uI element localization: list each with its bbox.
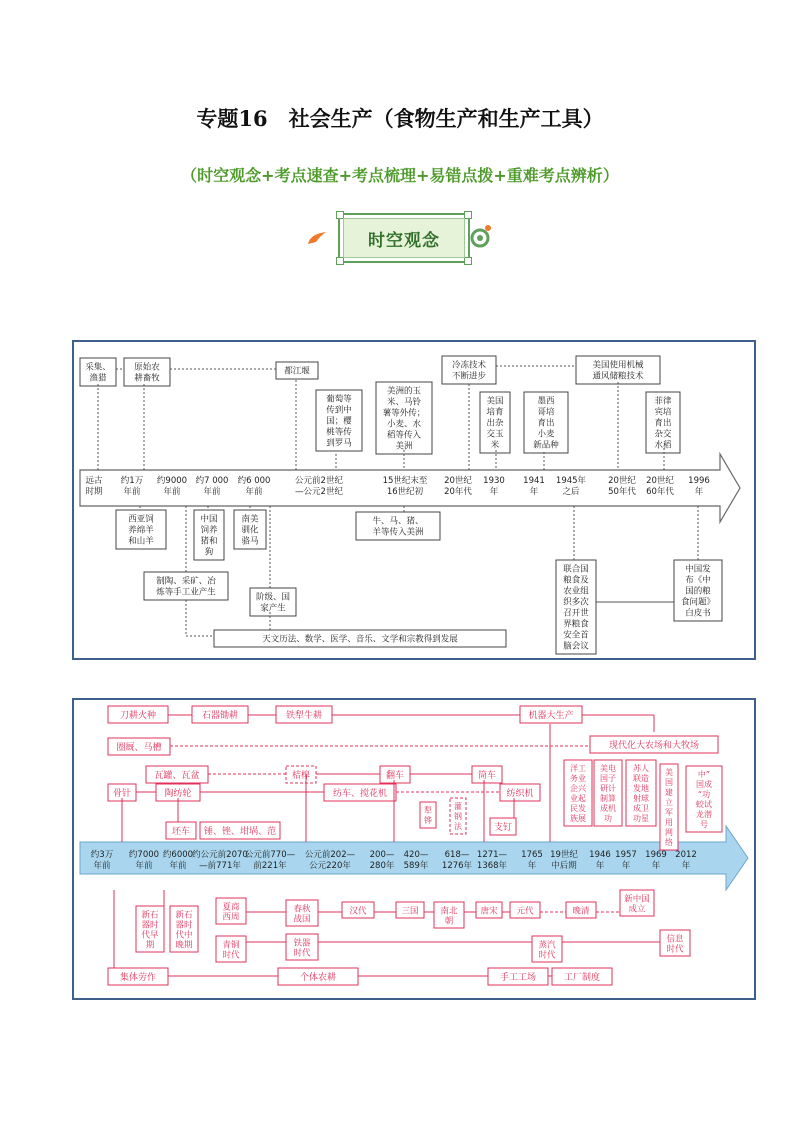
top-event-box-label: 都江堰 [284, 366, 310, 377]
timeline-tick-label: 约3万年前 [90, 850, 114, 871]
banner-corner [464, 257, 472, 265]
banner-corner [336, 257, 344, 265]
top-event-box-label: 美国使用机械通风储粮技术 [592, 360, 644, 382]
timeline-diagram-production-tools [72, 698, 756, 1000]
section-label: 时空观念 [343, 218, 465, 258]
tool-box-label: 锤、锉、坩埚、范 [203, 827, 277, 837]
era-box-label: 蒸汽时代 [538, 940, 556, 961]
era-box-label: 信息时代 [666, 934, 684, 955]
timeline-tick-label: 约公元前2070 —前771年 [192, 850, 248, 871]
era-box-label: 夏商西周 [222, 902, 240, 923]
era-box-label: 铁器时代 [293, 938, 311, 959]
timeline-tick-label: 1957 年 [615, 850, 637, 871]
tool-box-label: 集体劳作 [119, 973, 157, 983]
timeline-tick-label: 约6 000 年前 [237, 476, 271, 497]
era-box-label: 三国 [401, 906, 419, 917]
milestone-box-label: 犁铧 [424, 806, 432, 825]
timeline-tick-label: 1271— 1368年 [476, 850, 508, 871]
timeline-tick-label: 约7 000 年前 [195, 476, 229, 497]
tool-box-label: 手工工场 [499, 973, 537, 983]
bottom-event-box-label: 制陶、采矿、冶炼等手工业产生 [156, 576, 216, 598]
milestone-box-label: 中”国成“功蛟试龙潜号 [696, 770, 712, 829]
top-event-box-label: 采集、渔猎 [85, 362, 111, 384]
era-box-label: 新石器时代早期 [141, 910, 159, 951]
bottom-event-box-label: 联合国粮食及农业组织多次召开世界粮食安全首脑会议 [563, 564, 589, 652]
milestone-box-label: 美国建立军用网络 [665, 768, 673, 847]
timeline-tick-label: 15世纪末至 16世纪初 [382, 476, 428, 497]
bottom-event-box-label: 南美驯化骆马 [241, 514, 259, 547]
tool-box-label: 筒车 [477, 771, 497, 781]
top-event-box-label: 菲律宾培育出杂交水稻 [654, 396, 672, 451]
top-event-box-label: 美洲的玉米、马铃薯等外传；小麦、水稻等传入美洲 [382, 386, 426, 452]
timeline-tick-label: 1945年之后 [555, 476, 587, 497]
tool-box-label: 机器大生产 [528, 711, 574, 721]
tool-box-label: 石器锄耕 [201, 711, 239, 721]
timeline-tick-label: 约7000 年前 [128, 850, 160, 871]
bottom-event-box-label: 天文历法、数学、医学、音乐、文学和宗教得到发展 [262, 634, 458, 645]
page-subtitle: （时空观念+考点速查+考点梳理+易错点拨+重难考点辨析） [181, 166, 619, 185]
top-event-box-label: 冷冻技术不断进步 [451, 360, 487, 382]
tool-box-label: 瓦罐、瓦盆 [154, 771, 200, 781]
timeline-tick-label: 1969 年 [645, 850, 667, 871]
timeline-tick-label: 约9000 年前 [156, 476, 188, 497]
tool-box-label: 坯车 [171, 827, 191, 837]
tool-box-label: 纺车、搅花机 [332, 789, 388, 799]
page-title: 专题16 社会生产（食物生产和生产工具） [196, 106, 604, 131]
timeline-tick-label: 约6000 年前 [162, 850, 194, 871]
milestone-box-label: 洋工务业企兴业起民发族展 [570, 764, 586, 823]
tool-box-label: 铁犁牛耕 [285, 711, 323, 721]
top-event-box-label: 美国培育出杂交玉米 [486, 396, 504, 451]
tool-box-label: 翻车 [385, 771, 405, 781]
timeline-tick-label: 公元前202—公元220年 [304, 850, 356, 871]
bottom-event-box-label: 中国发布《中国的粮食问题》白皮书 [680, 564, 716, 619]
era-box-label: 青铜时代 [222, 940, 240, 961]
timeline-tick-label: 1996 年 [688, 476, 710, 497]
era-box-label: 汉代 [349, 906, 367, 917]
timeline-tick-label: 远古时期 [85, 476, 103, 497]
bottom-event-box-label: 中国饲养猪和狗 [200, 514, 218, 558]
milestone-box-label: 美电国子研计制算成机功 [600, 764, 616, 823]
era-box-label: 春秋战国 [293, 904, 311, 925]
era-box-label: 唐宋 [480, 906, 498, 917]
timeline-tick-label: 618— 1276年 [441, 850, 473, 871]
tool-box-label: 圈厩、马槽 [116, 743, 162, 753]
tool-box-label: 陶纺轮 [164, 789, 192, 799]
tool-box-label: 桔槔 [291, 771, 311, 781]
timeline-tick-label: 1946 年 [589, 850, 611, 871]
timeline-tick-label: 20世纪 50年代 [608, 476, 636, 497]
timeline-tick-label: 约1万年前 [120, 476, 144, 497]
timeline-tick-label: 公元前2世纪—公元2世纪 [295, 476, 343, 497]
bottom-event-box-label: 西亚饲养绵羊和山羊 [128, 514, 154, 547]
timeline-tick-label: 1930 年 [483, 476, 505, 497]
timeline-diagram-food-production [72, 340, 756, 660]
era-box-label: 南北朝 [440, 906, 458, 927]
era-box-label: 元代 [516, 906, 534, 917]
timeline-tick-label: 1765 年 [521, 850, 543, 871]
tool-box-label: 个体农耕 [299, 973, 337, 983]
circle-decoration-icon [470, 222, 494, 250]
tool-box-label: 骨针 [112, 789, 132, 799]
timeline-tick-label: 1941 年 [523, 476, 545, 497]
era-box-label: 新中国成立 [624, 894, 650, 915]
era-box-label: 新石器时代中晚期 [175, 910, 193, 951]
timeline-tick-label: 20世纪 20年代 [444, 476, 472, 497]
timeline-diagram-1-canvas [74, 342, 754, 658]
bottom-event-box-label: 阶级、国家产生 [255, 592, 291, 614]
era-box-label: 晚清 [572, 906, 590, 917]
timeline-diagram-2-canvas [74, 700, 754, 998]
tool-box-label: 工厂制度 [563, 973, 601, 983]
banner-corner [464, 211, 472, 219]
top-event-box-label: 原始农耕畜牧 [134, 362, 160, 384]
timeline-tick-label: 420— 589年 [403, 850, 429, 871]
section-banner [338, 213, 470, 263]
tool-box-label: 现代化大农场和大牧场 [608, 741, 700, 751]
top-event-box-label: 葡萄等传到中国；樱桃等传到罗马 [326, 394, 352, 449]
tool-box-label: 刀耕火种 [119, 711, 157, 721]
tool-box-label: 纺织机 [506, 789, 534, 799]
timeline-tick-label: 公元前770—前221年 [244, 850, 296, 871]
milestone-box-label: 苏人联造发地射球成卫功星 [633, 764, 649, 823]
bottom-event-box-label: 牛、马、猪、羊等传入美洲 [372, 516, 424, 538]
timeline-tick-label: 2012 年 [675, 850, 697, 871]
milestone-box-label: 灌钢法 [454, 802, 462, 831]
timeline-tick-label: 20世纪 60年代 [646, 476, 674, 497]
timeline-tick-label: 19世纪中后期 [550, 850, 578, 871]
leaf-decoration-icon [306, 228, 330, 246]
top-event-box-label: 墨西哥培育出小麦新品种 [533, 396, 559, 451]
timeline-tick-label: 200— 280年 [369, 850, 395, 871]
tool-box-label: 支钉 [493, 823, 513, 833]
